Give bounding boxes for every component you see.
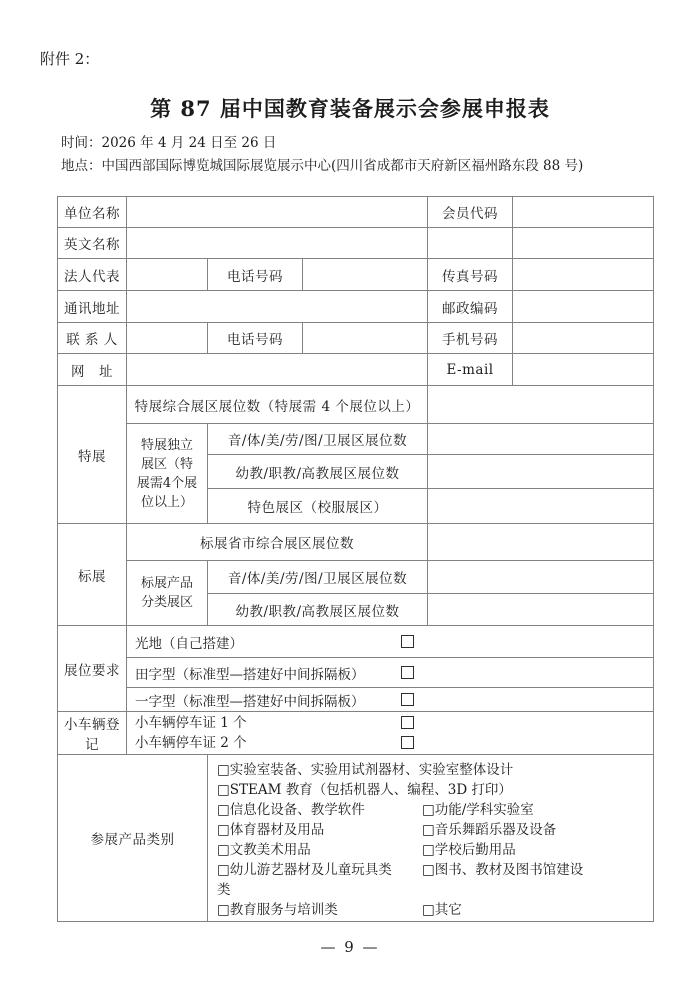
product-option-line [217, 900, 653, 920]
table-row [58, 561, 654, 594]
attachment-label: 附件 2： [40, 50, 100, 68]
special-zone-count-field[interactable] [428, 455, 654, 489]
application-form-table [57, 196, 654, 922]
postal-code-field[interactable] [513, 291, 654, 323]
vehicle-registration-group-label: 小车辆登记 [58, 712, 127, 755]
product-categories-group-label: 参展产品类别 [58, 755, 208, 922]
standard-comprehensive-count-field[interactable] [428, 524, 654, 561]
vehicle-option-checkbox[interactable] [401, 736, 414, 749]
booth-option-label: 田字型（标准型—搭建好中间拆隔板） [135, 666, 365, 683]
product-option[interactable]: □学校后勤用品 [422, 842, 516, 858]
table-row [58, 323, 654, 354]
table-row [58, 755, 654, 922]
booth-option-checkbox[interactable] [401, 666, 414, 679]
product-option[interactable]: □教育服务与培训类 [217, 902, 338, 918]
product-option-line [217, 860, 653, 880]
product-option[interactable]: □实验室装备、实验用试剂器材、实验室整体设计 [217, 762, 514, 778]
product-option-line [217, 820, 653, 840]
contact-person-field[interactable] [127, 323, 208, 354]
postal-code-label: 邮政编码 [428, 291, 513, 323]
special-zone-count-field[interactable] [428, 424, 654, 455]
product-option[interactable]: □其它 [422, 902, 462, 918]
booth-option-checkbox[interactable] [401, 693, 414, 706]
product-option[interactable]: □体育器材及用品 [217, 822, 325, 838]
product-option[interactable]: □幼儿游艺器材及儿童玩具类 [217, 862, 392, 878]
vehicle-options-cell [127, 712, 654, 755]
booth-option-label: 一字型（标准型—搭建好中间拆隔板） [135, 693, 365, 710]
member-code-label: 会员代码 [428, 197, 513, 228]
special-zone-row-label: 幼教/职教/高教展区展位数 [208, 455, 428, 489]
product-option-line [217, 800, 653, 820]
phone-field[interactable] [303, 259, 428, 291]
phone-label: 电话号码 [208, 259, 303, 291]
form-title: 第 87 届中国教育装备展示会参展申报表 [150, 96, 550, 121]
phone-label: 电话号码 [208, 323, 303, 354]
vehicle-option-line [135, 713, 653, 733]
product-option[interactable]: □图书、教材及图书馆建设 [422, 862, 584, 878]
member-code-field[interactable] [513, 197, 654, 228]
vehicle-option-label: 小车辆停车证 2 个 [135, 735, 247, 751]
product-option-line [217, 840, 653, 860]
fax-label: 传真号码 [428, 259, 513, 291]
product-option[interactable]: □STEAM 教育（包括机器人、编程、3D 打印） [217, 782, 512, 798]
vehicle-option-checkbox[interactable] [401, 716, 414, 729]
special-independent-zone-label: 特展独立展区（特展需4个展位以上） [127, 424, 208, 524]
event-time: 时间：2026 年 4 月 24 日至 26 日 [61, 135, 277, 151]
table-row [58, 424, 654, 455]
booth-option-label: 光地（自己搭建） [135, 635, 243, 652]
table-row [58, 524, 654, 561]
special-comprehensive-count-field[interactable] [428, 386, 654, 424]
standard-exhibition-group-label: 标展 [58, 524, 127, 626]
special-exhibition-group-label: 特展 [58, 386, 127, 524]
table-row [58, 386, 654, 424]
empty-cell[interactable] [428, 228, 513, 259]
booth-option-cell [127, 688, 654, 712]
event-meta [61, 132, 583, 178]
booth-option-cell [127, 626, 654, 658]
mobile-label: 手机号码 [428, 323, 513, 354]
product-categories-cell [208, 755, 654, 922]
mailing-address-label: 通讯地址 [58, 291, 127, 323]
standard-zone-count-field[interactable] [428, 594, 654, 626]
booth-option-checkbox[interactable] [401, 635, 414, 648]
table-row [58, 712, 654, 755]
event-location: 地点：中国西部国际博览城国际展览展示中心(四川省成都市天府新区福州路东段 88 号) [61, 158, 584, 174]
product-option[interactable]: □音乐舞蹈乐器及设备 [422, 822, 557, 838]
unit-name-label: 单位名称 [58, 197, 127, 228]
contact-person-label: 联 系 人 [58, 323, 127, 354]
unit-name-field[interactable] [127, 197, 428, 228]
standard-zone-row-label: 幼教/职教/高教展区展位数 [208, 594, 428, 626]
table-row [58, 259, 654, 291]
product-option[interactable]: □功能/学科实验室 [422, 802, 534, 818]
special-comprehensive-label: 特展综合展区展位数（特展需 4 个展位以上） [127, 386, 428, 424]
special-zone-row-label: 音/体/美/劳/图/卫展区展位数 [208, 424, 428, 455]
standard-zone-count-field[interactable] [428, 561, 654, 594]
phone-field[interactable] [303, 323, 428, 354]
product-option[interactable]: □文教美术用品 [217, 842, 311, 858]
standard-zone-row-label: 音/体/美/劳/图/卫展区展位数 [208, 561, 428, 594]
mailing-address-field[interactable] [127, 291, 428, 323]
vehicle-option-line [135, 733, 653, 753]
page-number: — 9 — [320, 938, 380, 956]
table-row [58, 354, 654, 386]
standard-category-zone-label: 标展产品分类展区 [127, 561, 208, 626]
empty-cell[interactable] [513, 228, 654, 259]
legal-representative-label: 法人代表 [58, 259, 127, 291]
product-option-wrap-continuation: 类 [217, 882, 231, 898]
table-row [58, 197, 654, 228]
product-option[interactable]: □信息化设备、教学软件 [217, 802, 365, 818]
website-label: 网 址 [58, 354, 127, 386]
table-row [58, 291, 654, 323]
mobile-field[interactable] [513, 323, 654, 354]
email-label: E-mail [428, 354, 513, 386]
special-zone-count-field[interactable] [428, 489, 654, 524]
special-zone-row-label: 特色展区（校服展区） [208, 489, 428, 524]
email-field[interactable] [513, 354, 654, 386]
website-field[interactable] [127, 354, 428, 386]
english-name-label: 英文名称 [58, 228, 127, 259]
table-row [58, 626, 654, 658]
fax-field[interactable] [513, 259, 654, 291]
english-name-field[interactable] [127, 228, 428, 259]
table-row [58, 658, 654, 688]
product-option-line [217, 880, 653, 900]
product-option-line [217, 780, 653, 800]
product-option-line [217, 760, 653, 780]
standard-comprehensive-label: 标展省市综合展区展位数 [127, 524, 428, 561]
legal-representative-field[interactable] [127, 259, 208, 291]
table-row [58, 688, 654, 712]
vehicle-option-label: 小车辆停车证 1 个 [135, 715, 247, 731]
table-row [58, 228, 654, 259]
booth-requirements-group-label: 展位要求 [58, 626, 127, 712]
booth-option-cell [127, 658, 654, 688]
